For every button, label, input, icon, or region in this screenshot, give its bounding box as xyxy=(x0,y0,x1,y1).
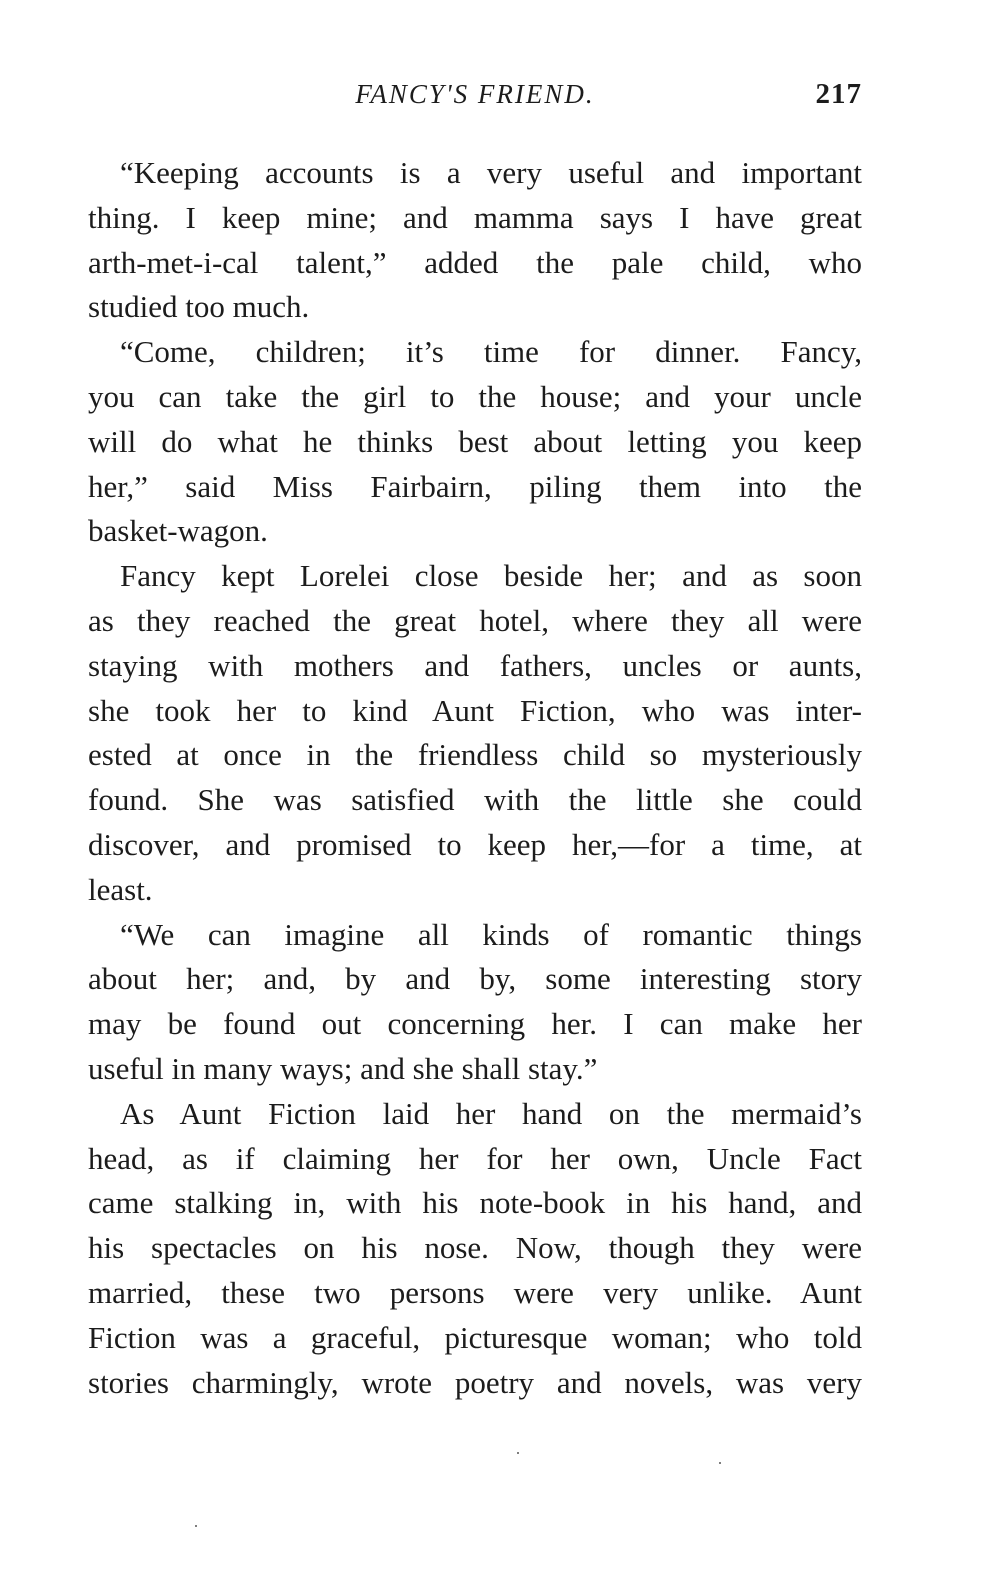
text-line: studied too much. xyxy=(88,289,310,325)
text-line: ested at once in the friendless child so mysteriously xyxy=(88,737,862,773)
text-line: about her; and, by and by, some interesting story xyxy=(88,961,862,997)
text-line: useful in many ways; and she shall stay.” xyxy=(88,1050,598,1086)
text-line: may be found out concerning her. I can make her xyxy=(88,1006,862,1042)
text-line: will do what he thinks best about letting you keep xyxy=(88,423,862,459)
text-line: thing. I keep mine; and mamma says I have great xyxy=(88,199,862,235)
body-text xyxy=(88,151,862,1405)
text-line: least. xyxy=(88,871,153,907)
text-line: staying with mothers and fathers, uncles or aunts, xyxy=(88,647,862,683)
text-line: married, these two persons were very unlike. Aunt xyxy=(88,1274,862,1310)
text-line: Fancy kept Lorelei close beside her; and as soon xyxy=(120,558,862,594)
text-line: his spectacles on his nose. Now, though they were xyxy=(88,1230,862,1266)
text-line: basket-wagon. xyxy=(88,513,268,549)
text-line: “Keeping accounts is a very useful and important xyxy=(120,155,862,190)
text-line: head, as if claiming her for her own, Uncle Fact xyxy=(88,1140,862,1176)
text-line: her,” said Miss Fairbairn, piling them into the xyxy=(88,468,862,504)
paper-speck xyxy=(195,1525,197,1527)
text-line: arth-met-i-cal talent,” added the pale child, who xyxy=(88,244,862,280)
text-line: as they reached the great hotel, where they all were xyxy=(88,602,862,638)
text-line: she took her to kind Aunt Fiction, who was inter- xyxy=(88,692,862,728)
text-line: As Aunt Fiction laid her hand on the mermaid’s xyxy=(120,1095,862,1131)
text-line: stories charmingly, wrote poetry and novels, was very xyxy=(88,1364,862,1400)
text-line: found. She was satisfied with the little she could xyxy=(88,782,862,818)
running-title: FANCY'S FRIEND. xyxy=(355,79,595,109)
text-line: you can take the girl to the house; and your uncle xyxy=(88,378,862,414)
paper-speck xyxy=(719,1462,721,1464)
text-line: came stalking in, with his note-book in his hand, and xyxy=(88,1185,862,1221)
paper-speck xyxy=(517,1452,519,1454)
text-line: “Come, children; it’s time for dinner. Fancy, xyxy=(120,334,862,370)
text-line: “We can imagine all kinds of romantic things xyxy=(120,916,862,952)
text-line: discover, and promised to keep her,—for a time, at xyxy=(88,826,862,862)
page-number: 217 xyxy=(815,78,862,110)
text-line: Fiction was a graceful, picturesque woman; who told xyxy=(88,1319,862,1355)
running-head xyxy=(88,74,862,114)
